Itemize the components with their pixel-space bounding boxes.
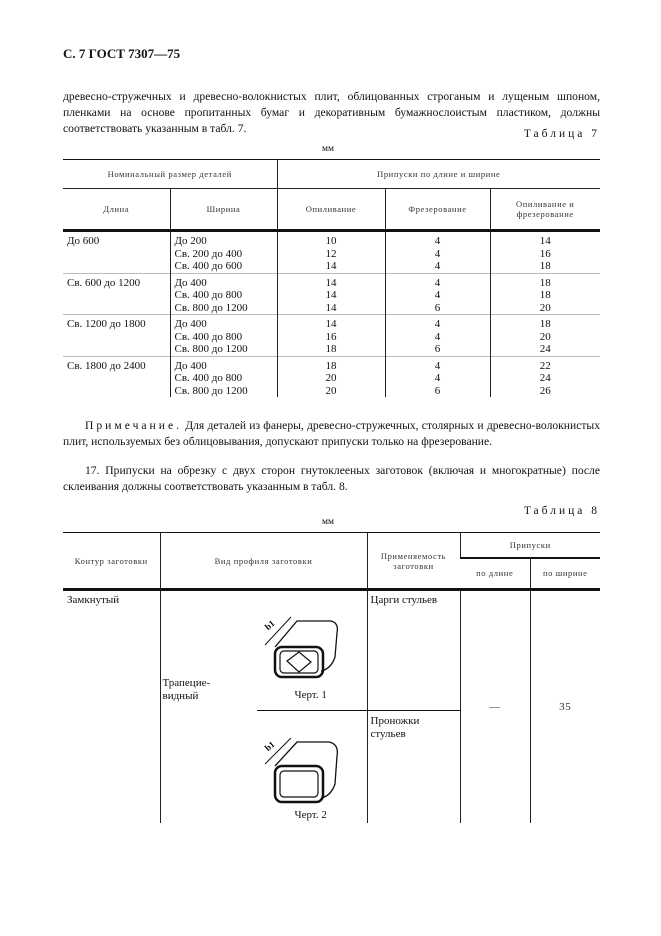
intro-paragraph bbox=[63, 89, 600, 137]
profile-drawing-1 bbox=[261, 611, 341, 679]
col-applicability: Применяемость заготовки bbox=[367, 533, 460, 590]
note-text: Для деталей из фанеры, древесно-стружечных, столярных и древесно-волокнистых плит, используемых без облицовывания, допускают припуски только на фрезерование. bbox=[63, 419, 600, 448]
use-chair-rails: Царги стульев bbox=[370, 594, 438, 606]
cell-width: До 200 Св. 200 до 400 Св. 400 до 600 bbox=[170, 231, 277, 274]
cell-sawing: 18 20 20 bbox=[277, 356, 385, 397]
cell-sawing-milling: 18 20 24 bbox=[490, 315, 600, 357]
table-7 bbox=[63, 159, 600, 397]
col-width: Ширина bbox=[170, 189, 277, 231]
table-row bbox=[63, 315, 600, 357]
dim-b1-label-2: b1 bbox=[262, 739, 277, 753]
cell-milling: 4 4 6 bbox=[385, 315, 490, 357]
figure-1-caption: Черт. 1 bbox=[294, 689, 327, 701]
cell-sawing: 10 12 14 bbox=[277, 231, 385, 274]
table7-unit: мм bbox=[322, 144, 335, 154]
cell-profile bbox=[160, 590, 367, 823]
table8-caption: Таблица 8 bbox=[523, 505, 600, 517]
header-nominal-size: Номинальный размер деталей bbox=[107, 169, 232, 179]
cell-sawing: 14 16 18 bbox=[277, 315, 385, 357]
col-allowances: Припуски bbox=[460, 533, 600, 558]
dim-b1-label: b1 bbox=[262, 618, 277, 632]
col-contour: Контур заготовки bbox=[63, 533, 160, 590]
col-profile: Вид профиля заготовки bbox=[160, 533, 367, 590]
cell-contour: Замкнутый bbox=[67, 594, 120, 606]
cell-sawing-milling: 18 18 20 bbox=[490, 273, 600, 315]
table-8 bbox=[63, 532, 600, 823]
profile-drawing-2 bbox=[261, 736, 341, 806]
cell-sawing-milling: 14 16 18 bbox=[490, 231, 600, 274]
header-allowances: Припуски по длине и ширине bbox=[277, 160, 600, 189]
use-chair-stretchers: Проножки стульев bbox=[370, 715, 420, 740]
cell-by-width: 35 bbox=[530, 590, 600, 823]
note-paragraph bbox=[63, 418, 600, 450]
cell-length: Св. 1200 до 1800 bbox=[63, 315, 170, 357]
col-sawing-milling: Опиливание и фрезерование bbox=[490, 189, 600, 231]
cell-milling: 4 4 4 bbox=[385, 231, 490, 274]
figure-divider bbox=[257, 710, 368, 711]
table-row bbox=[63, 231, 600, 274]
col-milling: Фрезерование bbox=[385, 189, 490, 231]
page-header: С. 7 ГОСТ 7307—75 bbox=[63, 46, 181, 61]
note-label: Примечание. bbox=[85, 419, 182, 432]
cell-milling: 4 4 6 bbox=[385, 356, 490, 397]
table8-unit: мм bbox=[322, 517, 335, 527]
cell-milling: 4 4 6 bbox=[385, 273, 490, 315]
cell-width: До 400 Св. 400 до 800 Св. 800 до 1200 bbox=[170, 356, 277, 397]
cell-length: Св. 1800 до 2400 bbox=[63, 356, 170, 397]
col-length: Длина bbox=[63, 189, 170, 231]
cell-applicability bbox=[367, 590, 460, 823]
cell-sawing: 14 14 14 bbox=[277, 273, 385, 315]
cell-sawing-milling: 22 24 26 bbox=[490, 356, 600, 397]
cell-length: Св. 600 до 1200 bbox=[63, 273, 170, 315]
table7-caption: Таблица 7 bbox=[523, 128, 600, 140]
profile-type: Трапецие- видный bbox=[162, 677, 211, 702]
cell-width: До 400 Св. 400 до 800 Св. 800 до 1200 bbox=[170, 315, 277, 357]
cell-by-length: — bbox=[460, 590, 530, 823]
table-row bbox=[63, 356, 600, 397]
table-row bbox=[63, 273, 600, 315]
paragraph-17: 17. Припуски на обрезку с двух сторон гнутоклееных заготовок (включая и многократные) после склеивания должны соответствовать указанным в табл. 8. bbox=[63, 464, 600, 493]
col-by-width: по ширине bbox=[530, 558, 600, 590]
intro-text: древесно-стружечных и древесно-волокнистых плит, облицованных строганым и лущеным шпоном, пленками на основе пропитанных бумаг и декоративным бумажнослоистым пластиком, должны соответствовать указанным в табл. 7. bbox=[63, 90, 600, 135]
cell-length: До 600 bbox=[67, 235, 100, 247]
col-sawing: Опиливание bbox=[277, 189, 385, 231]
use-divider bbox=[368, 710, 461, 711]
cell-width: До 400 Св. 400 до 800 Св. 800 до 1200 bbox=[170, 273, 277, 315]
figure-2-caption: Черт. 2 bbox=[294, 809, 327, 821]
col-by-length: по длине bbox=[460, 558, 530, 590]
